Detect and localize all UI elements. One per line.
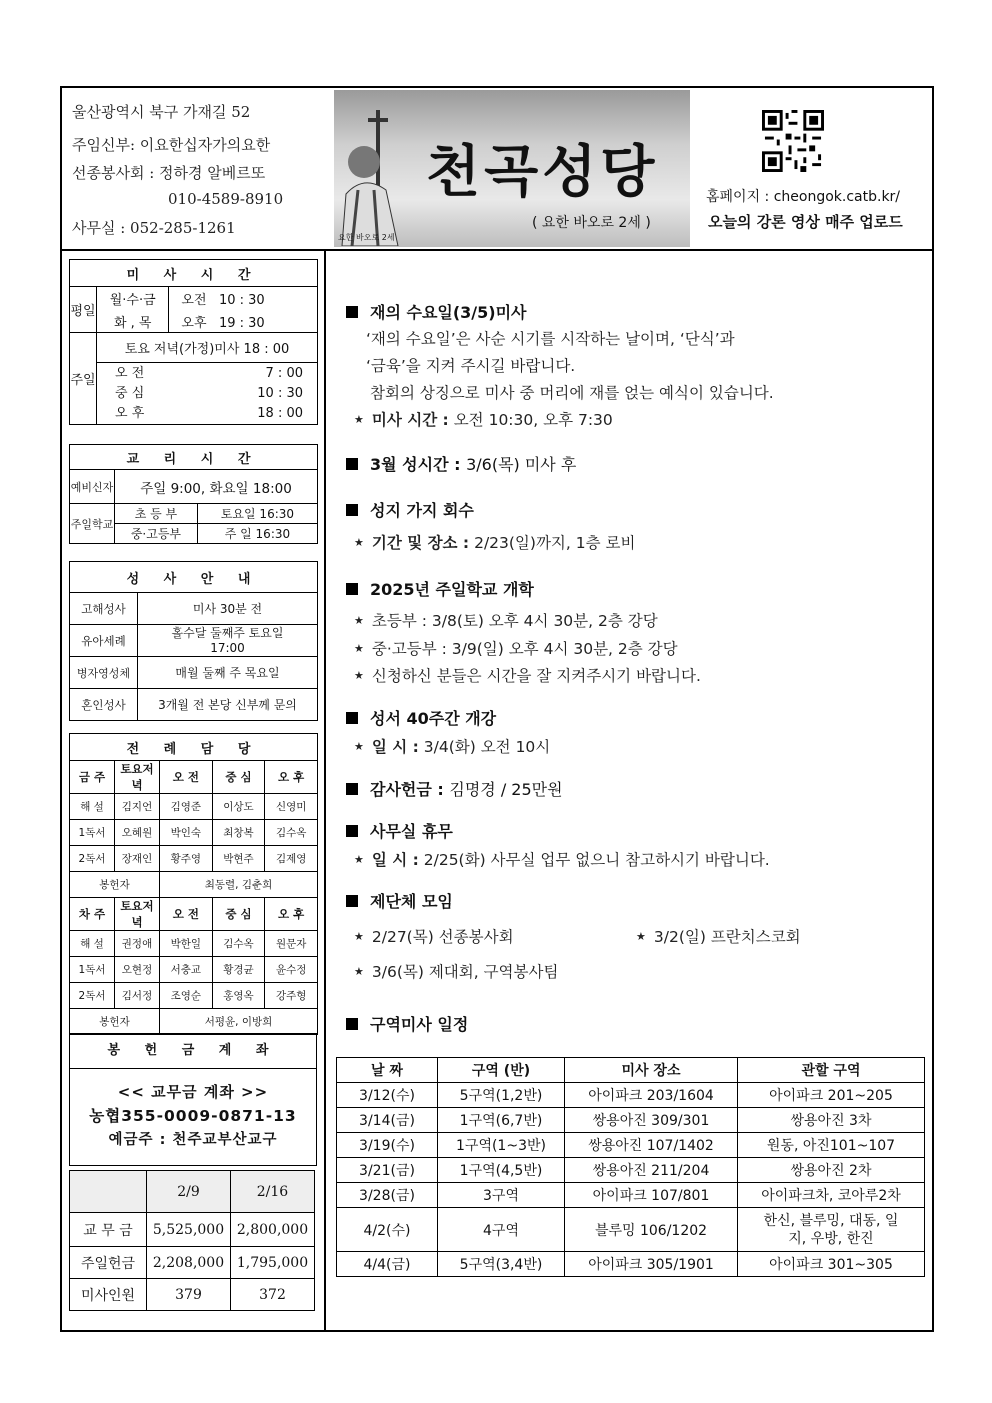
cell: 오현정 <box>115 957 160 983</box>
school-label: 주일학교 <box>70 504 115 544</box>
mass-times-table <box>69 259 318 425</box>
this-week-h4: 오 후 <box>265 761 318 794</box>
notice-ash-line2: ‘금육’을 지켜 주시길 바랍니다. <box>366 357 576 375</box>
finance-label: 미사인원 <box>70 1279 147 1311</box>
cell: 윤수정 <box>265 957 318 983</box>
sacrament-name-4: 혼인성사 <box>70 689 138 721</box>
office-phone: 사무실 : 052-285-1261 <box>72 219 236 237</box>
district-h2: 미사 장소 <box>565 1058 738 1083</box>
table-row <box>337 1133 925 1158</box>
sunday-name-2: 중 심 <box>115 385 145 401</box>
sacrament-detail-1: 미사 30분 전 <box>138 593 318 625</box>
table-row <box>337 1252 925 1277</box>
offertory-names: 서평윤, 이방희 <box>160 1009 318 1035</box>
cell: 3구역 <box>438 1183 565 1208</box>
mass-times-title: 미 사 시 간 <box>70 260 318 287</box>
catechumen-time: 주일 9:00, 화요일 18:00 <box>115 470 318 504</box>
sunday-label: 주일 <box>70 333 97 425</box>
notice-groups-line2: ★ 3/2(일) 프란치스코회 <box>636 928 801 946</box>
weekday-time-2: 19 : 30 <box>218 315 265 331</box>
finance-value: 2,800,000 <box>231 1213 315 1247</box>
cell: 1구역(4,5반) <box>438 1158 565 1183</box>
cell: 황경균 <box>212 957 265 983</box>
table-row <box>70 846 318 872</box>
council: 선종봉사회 : 정하경 알베르또 <box>72 164 266 182</box>
finance-label: 교 무 금 <box>70 1213 147 1247</box>
liturgy-table <box>69 733 318 1035</box>
notice-palm-title: 성지 가지 회수 <box>346 498 474 521</box>
finance-value: 379 <box>147 1279 231 1311</box>
next-week-h2: 오 전 <box>160 898 213 931</box>
offertory-label: 봉헌자 <box>70 872 160 898</box>
cell: 1독서 <box>70 957 115 983</box>
weekday-days-2: 화 , 목 <box>97 311 169 333</box>
church-title: 천곡성당 <box>426 139 659 205</box>
sacrament-detail-3: 매월 둘째 주 목요일 <box>138 657 318 689</box>
notice-office-title: 사무실 휴무 <box>346 819 453 842</box>
district-h0: 날 짜 <box>337 1058 438 1083</box>
weekday-ampm-2: 오후 <box>181 315 207 331</box>
school-grade-2: 중·고등부 <box>115 524 198 544</box>
sacrament-detail-4: 3개월 전 본당 신부께 문의 <box>138 689 318 721</box>
district-mass-table <box>336 1057 925 1277</box>
cell: 3/19(수) <box>337 1133 438 1158</box>
cell: 5구역(3,4반) <box>438 1252 565 1277</box>
next-week-h0: 차 주 <box>70 898 115 931</box>
sunday-time-1: 7 : 00 <box>265 365 303 381</box>
notice-palm-line1: ★ 기간 및 장소 : 2/23(일)까지, 1층 로비 <box>354 534 636 552</box>
notice-ash-title: 재의 수요일(3/5)미사 <box>346 300 527 323</box>
cell: 서충교 <box>160 957 213 983</box>
district-h1: 구역 (반) <box>438 1058 565 1083</box>
cell: 김수옥 <box>265 820 318 846</box>
header-divider <box>60 249 934 251</box>
sunday-name-3: 오 후 <box>115 405 145 421</box>
cell: 김영준 <box>160 794 213 820</box>
finance-value: 1,795,000 <box>231 1247 315 1279</box>
cell: 홍영옥 <box>212 983 265 1009</box>
next-week-h4: 오 후 <box>265 898 318 931</box>
weekday-time-1: 10 : 30 <box>218 293 265 309</box>
notice-school-line3: ★ 신청하신 분들은 시간을 잘 지켜주시기 바랍니다. <box>354 667 701 685</box>
cell: 아이파크 203/1604 <box>565 1083 738 1108</box>
table-row <box>70 957 318 983</box>
table-row <box>70 794 318 820</box>
cell: 4/4(금) <box>337 1252 438 1277</box>
saturday-vigil: 토요 저녁(가정)미사 18 : 00 <box>97 333 318 363</box>
cell: 강주형 <box>265 983 318 1009</box>
cell: 장재인 <box>115 846 160 872</box>
liturgy-title: 전 례 담 당 <box>70 734 318 761</box>
table-row <box>70 983 318 1009</box>
cell: 5구역(1,2반) <box>438 1083 565 1108</box>
cell: 아이파크 201~205 <box>738 1083 925 1108</box>
table-row <box>70 931 318 957</box>
pope-caption: 요한 바오로 2세 <box>338 233 395 242</box>
sunday-time-2: 10 : 30 <box>257 385 303 401</box>
catechumen-label: 예비신자 <box>70 470 115 504</box>
school-grade-1: 초 등 부 <box>115 504 198 524</box>
catechism-title: 교 리 시 간 <box>70 445 318 470</box>
account-title: 봉 헌 금 계 좌 <box>70 1034 316 1069</box>
finance-value: 372 <box>231 1279 315 1311</box>
cell: 해 설 <box>70 931 115 957</box>
pastor: 주임신부: 이요한십자가의요한 <box>72 136 271 154</box>
finance-date-1: 2/9 <box>147 1171 231 1213</box>
cell: 한신, 블루밍, 대동, 일지, 우방, 한진 <box>738 1208 925 1252</box>
table-row <box>70 1247 315 1279</box>
weekday-label: 평일 <box>70 287 97 333</box>
table-row <box>337 1208 925 1252</box>
cell: 박현주 <box>212 846 265 872</box>
account-line-1: << 교무금 계좌 >> <box>117 1083 269 1101</box>
cell: 1독서 <box>70 820 115 846</box>
table-row <box>70 1213 315 1247</box>
notice-ash-line3: 참회의 상징으로 미사 중 머리에 재를 얹는 예식이 있습니다. <box>370 384 774 402</box>
church-subtitle: ( 요한 바오로 2세 ) <box>532 215 651 231</box>
cell: 1구역(6,7반) <box>438 1108 565 1133</box>
qr-code-icon[interactable] <box>762 110 824 172</box>
cell: 2독서 <box>70 983 115 1009</box>
notice-school-line2: ★ 중·고등부 : 3/9(일) 오후 4시 30분, 2층 강당 <box>354 640 678 658</box>
account-number: 농협355-0009-0871-13 <box>89 1107 297 1125</box>
cell: 김지언 <box>115 794 160 820</box>
cell: 김수옥 <box>212 931 265 957</box>
sunday-time-3: 18 : 00 <box>257 405 303 421</box>
cell: 오혜원 <box>115 820 160 846</box>
cell: 김서정 <box>115 983 160 1009</box>
account-box <box>69 1033 317 1166</box>
pope-image <box>338 110 422 246</box>
homepage-note: 오늘의 강론 영상 매주 업로드 <box>708 213 903 231</box>
sunday-name-1: 오 전 <box>115 365 145 381</box>
cell: 조영순 <box>160 983 213 1009</box>
table-row <box>337 1158 925 1183</box>
table-row <box>337 1083 925 1108</box>
cell: 아이파크 301~305 <box>738 1252 925 1277</box>
cell: 이상도 <box>212 794 265 820</box>
notice-ash-line4: ★ 미사 시간 : 오전 10:30, 오후 7:30 <box>354 411 613 429</box>
sacrament-name-2: 유아세례 <box>70 625 138 657</box>
banner <box>334 90 690 247</box>
cell: 3/12(수) <box>337 1083 438 1108</box>
cell: 권정애 <box>115 931 160 957</box>
notice-ash-line1: ‘재의 수요일’은 사순 시기를 시작하는 날이며, ‘단식’과 <box>366 330 735 348</box>
cell: 3/21(금) <box>337 1158 438 1183</box>
this-week-h3: 중 심 <box>212 761 265 794</box>
cell: 쌍용아진 3차 <box>738 1108 925 1133</box>
council-phone: 010-4589-8910 <box>168 190 284 208</box>
cell: 아이파크 305/1901 <box>565 1252 738 1277</box>
notice-groups-title: 제단체 모임 <box>346 889 453 912</box>
cell: 2독서 <box>70 846 115 872</box>
account-holder: 예금주 : 천주교부산교구 <box>108 1132 278 1148</box>
notice-school-title: 2025년 주일학교 개학 <box>346 577 534 600</box>
table-row <box>70 820 318 846</box>
address: 울산광역시 북구 가재길 52 <box>72 103 251 121</box>
cell: 박한일 <box>160 931 213 957</box>
district-h3: 관할 구역 <box>738 1058 925 1083</box>
school-time-2: 주 일 16:30 <box>197 524 317 544</box>
district-title: 구역미사 일정 <box>346 1012 468 1035</box>
this-week-h0: 금 주 <box>70 761 115 794</box>
weekday-days-1: 월·수·금 <box>97 287 169 311</box>
sacrament-detail-2: 홀수달 둘째주 토요일 17:00 <box>138 625 318 657</box>
sacraments-table <box>69 561 318 721</box>
cell: 4/2(수) <box>337 1208 438 1252</box>
finance-value: 5,525,000 <box>147 1213 231 1247</box>
weekday-ampm-1: 오전 <box>181 293 207 309</box>
finance-corner <box>70 1171 147 1213</box>
cell: 3/14(금) <box>337 1108 438 1133</box>
cell: 쌍용아진 107/1402 <box>565 1133 738 1158</box>
sacraments-title: 성 사 안 내 <box>70 562 318 593</box>
cell: 원문자 <box>265 931 318 957</box>
this-week-h1: 토요저녁 <box>115 761 160 794</box>
notice-bible-line1: ★ 일 시 : 3/4(화) 오전 10시 <box>354 738 551 756</box>
cell: 김제영 <box>265 846 318 872</box>
cell: 해 설 <box>70 794 115 820</box>
offertory-label: 봉헌자 <box>70 1009 160 1035</box>
next-week-h3: 중 심 <box>212 898 265 931</box>
notice-holy-hour: 3월 성시간 : 3/6(목) 미사 후 <box>346 452 576 475</box>
finance-date-2: 2/16 <box>231 1171 315 1213</box>
this-week-h2: 오 전 <box>160 761 213 794</box>
finance-value: 2,208,000 <box>147 1247 231 1279</box>
cell: 블루밍 106/1202 <box>565 1208 738 1252</box>
cell: 원동, 아진101~107 <box>738 1133 925 1158</box>
notice-groups-line3: ★ 3/6(목) 제대회, 구역봉사팀 <box>354 963 559 981</box>
cell: 3/28(금) <box>337 1183 438 1208</box>
catechism-table <box>69 444 318 544</box>
sacrament-name-1: 고해성사 <box>70 593 138 625</box>
table-row <box>70 1279 315 1311</box>
notice-groups-line1: ★ 2/27(목) 선종봉사회 <box>354 928 514 946</box>
cell: 박인숙 <box>160 820 213 846</box>
cell: 쌍용아진 2차 <box>738 1158 925 1183</box>
sacrament-name-3: 병자영성체 <box>70 657 138 689</box>
finance-label: 주일헌금 <box>70 1247 147 1279</box>
cell: 신영미 <box>265 794 318 820</box>
table-row <box>337 1183 925 1208</box>
cell: 아이파크차, 코아루2차 <box>738 1183 925 1208</box>
notice-thanks: 감사헌금 : 김명경 / 25만원 <box>346 777 563 800</box>
notice-office-line1: ★ 일 시 : 2/25(화) 사무실 업무 없으니 참고하시기 바랍니다. <box>354 851 770 869</box>
next-week-h1: 토요저녁 <box>115 898 160 931</box>
offertory-names: 최동렬, 김춘희 <box>160 872 318 898</box>
cell: 아이파크 107/801 <box>565 1183 738 1208</box>
notice-bible-title: 성서 40주간 개강 <box>346 706 496 729</box>
school-time-1: 토요일 16:30 <box>197 504 317 524</box>
table-row <box>337 1108 925 1133</box>
notice-school-line1: ★ 초등부 : 3/8(토) 오후 4시 30분, 2층 강당 <box>354 612 658 630</box>
cell: 쌍용아진 211/204 <box>565 1158 738 1183</box>
cell: 1구역(1~3반) <box>438 1133 565 1158</box>
cell: 쌍용아진 309/301 <box>565 1108 738 1133</box>
column-divider <box>324 249 326 1332</box>
cell: 최창복 <box>212 820 265 846</box>
homepage-link[interactable]: 홈페이지 : cheongok.catb.kr/ <box>706 189 901 205</box>
finance-table <box>69 1170 315 1311</box>
cell: 황주영 <box>160 846 213 872</box>
cell: 4구역 <box>438 1208 565 1252</box>
